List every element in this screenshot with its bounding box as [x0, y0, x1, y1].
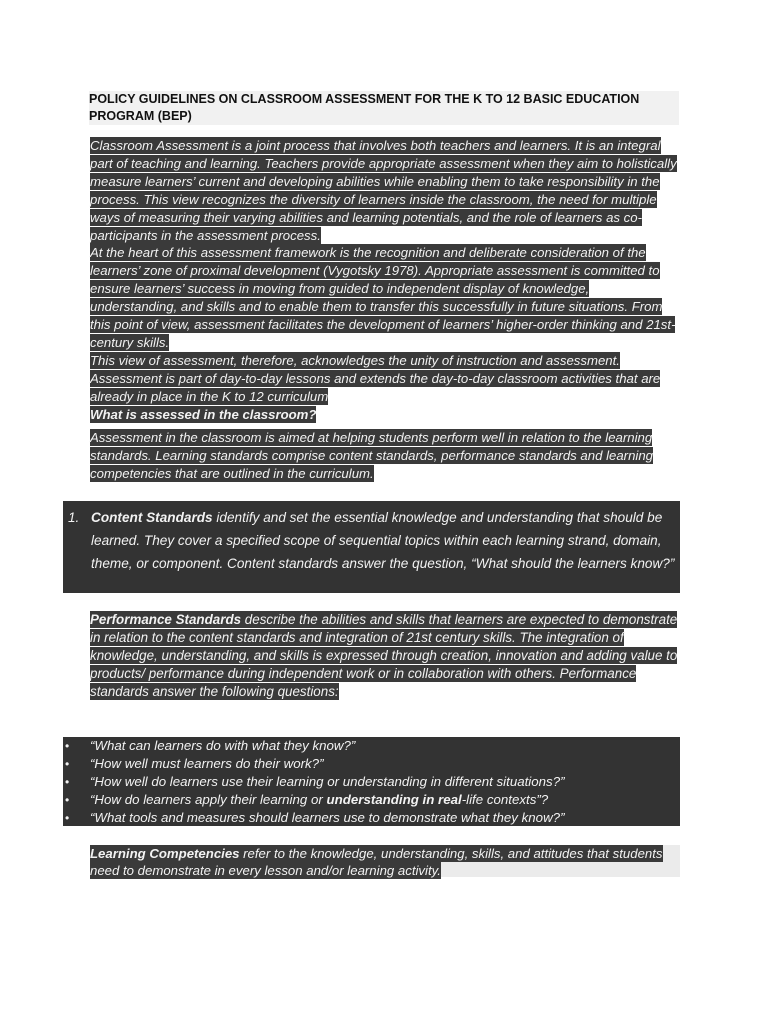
- list-item: [63, 809, 680, 827]
- content-standards-description: identify and set the essential knowledge and understanding that should be learned. They cover a specified scope of sequential topics within each learning strand, domain, theme, or component. Content standards answer the question, “What should the learners know?”: [91, 510, 675, 571]
- learning-competencies-section: [90, 845, 680, 879]
- question-text: “What can learners do with what they know?”: [90, 738, 356, 753]
- bullet-icon: •: [65, 739, 70, 753]
- title-block: [89, 91, 679, 125]
- learning-competencies-paragraph: [90, 845, 663, 879]
- question-text: “How well must learners do their work?”: [90, 756, 324, 771]
- list-item: [63, 737, 680, 755]
- learning-standards-section: [90, 429, 680, 483]
- question-emphasis: understanding in real: [326, 792, 462, 807]
- question-text: “How do learners apply their learning or: [90, 792, 327, 807]
- list-item: [63, 755, 680, 773]
- performance-questions-box: [63, 737, 680, 826]
- list-item: [63, 773, 680, 791]
- performance-standards-paragraph: [90, 611, 677, 700]
- content-standards-box: [63, 501, 680, 593]
- paragraph-learning-standards: Assessment in the classroom is aimed at helping students perform well in relation to the learning standards. Learning standards comprise content standards, performance standards and learning competencies that are outlined in the curriculum.: [90, 430, 653, 481]
- learning-competencies-block: [90, 845, 680, 877]
- question-text: “What tools and measures should learners use to demonstrate what they know?”: [90, 810, 565, 825]
- performance-standards-description: describe the abilities and skills that learners are expected to demonstrate in relation to the content standards and integration of 21st century skills. The integration of knowledge, understanding, and skills is expressed through creation, innovation and adding value to products/ performance during independent work or in collaboration with others. Performance standards answer the following questions:: [90, 612, 678, 699]
- bullet-icon: •: [65, 757, 70, 771]
- list-number: 1.: [68, 510, 80, 525]
- performance-standards-term: Performance Standards: [90, 612, 242, 627]
- learning-competencies-description: refer to the knowledge, understanding, skills, and attitudes that students need to demonstrate in every lesson and/or learning activity.: [90, 846, 663, 878]
- question-text-end: -life contexts”?: [461, 792, 549, 807]
- list-item: [63, 791, 680, 809]
- paragraph-zone-of-proximal-development: At the heart of this assessment framework is the recognition and deliberate consideration of the learners’ zone of proximal development (Vygotsky 1978). Appropriate assessment is committed to ensure learners’ success in moving from guided to independent display of knowledge, understanding, and skills and to enable them to transfer this successfully in future situations. From this point of view, assessment facilitates the development of learners’ higher-order thinking and 21st-century skills.: [90, 245, 676, 350]
- intro-section: [90, 137, 680, 424]
- content-standards-text: [91, 506, 676, 575]
- learning-competencies-term: Learning Competencies: [90, 846, 240, 861]
- bullet-icon: •: [65, 775, 70, 789]
- document-title: POLICY GUIDELINES ON CLASSROOM ASSESSMENT FOR THE K TO 12 BASIC EDUCATION PROGRAM (BEP): [89, 92, 640, 123]
- performance-questions-list: [63, 737, 680, 827]
- question-text: “How well do learners use their learning or understanding in different situations?”: [90, 774, 565, 789]
- section-heading-what-is-assessed: What is assessed in the classroom?: [90, 406, 317, 422]
- bullet-icon: •: [65, 793, 70, 807]
- paragraph-unity-of-instruction: This view of assessment, therefore, acknowledges the unity of instruction and assessment. Assessment is part of day-to-day lessons and extends the day-to-day classroom activities that are already in place in the K to 12 curriculum: [90, 352, 661, 404]
- paragraph-classroom-assessment: Classroom Assessment is a joint process that involves both teachers and learners. It is an integral part of teaching and learning. Teachers provide appropriate assessment when they aim to holistically measure learners’ current and developing abilities while enabling them to take responsibility in the process. This view recognizes the diversity of learners inside the classroom, the need for multiple ways of measuring their varying abilities and learning potentials, and the role of learners as co-participants in the assessment process.: [90, 138, 677, 243]
- bullet-icon: •: [65, 811, 70, 825]
- performance-standards-section: [90, 611, 680, 701]
- content-standards-term: Content Standards: [91, 510, 213, 525]
